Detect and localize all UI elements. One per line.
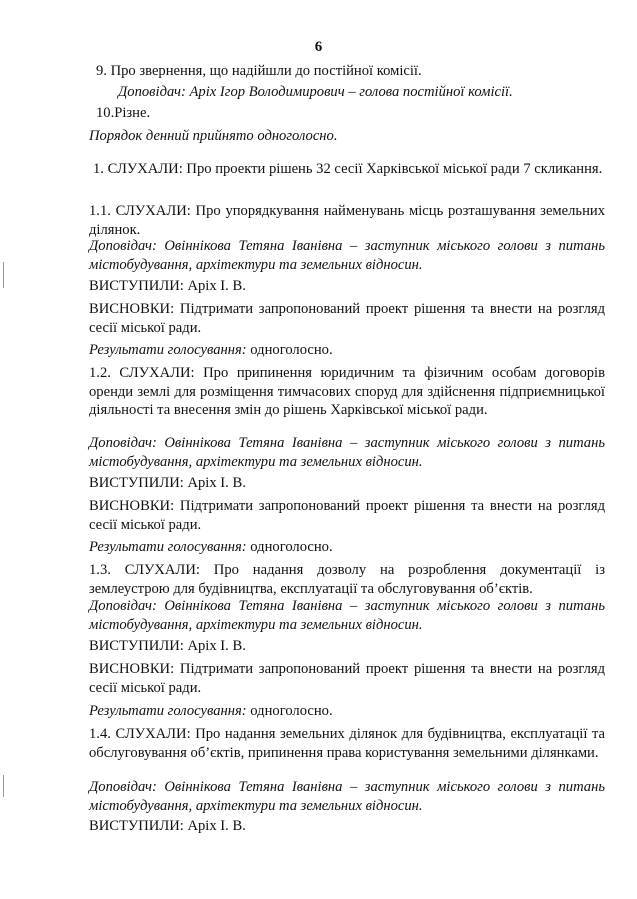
agenda-item-9-speaker: Доповідач: Аріх Ігор Володимирович – голова постійної комісії.	[118, 84, 513, 100]
vote-value: одноголосно.	[246, 342, 333, 358]
subsection-1-2-conclusions: ВИСНОВКИ: Підтримати запропонований проект рішення та внести на розгляд сесії міської ради.	[89, 498, 605, 533]
subsection-1-3-speaker: Доповідач: Овіннікова Тетяна Іванівна – заступник міського голови з питань містобудування, архітектури та земельних відносин.	[89, 598, 605, 633]
subsection-1-2-heard: 1.2. СЛУХАЛИ: Про припинення юридичним та фізичним особам договорів оренди землі для розміщення тимчасових споруд для здійснення підприємницької діяльності та внесення змін до рішень Харківської міської ради.	[89, 365, 605, 418]
subsection-1-2-vote	[89, 538, 605, 557]
subsection-1-3-conclusions: ВИСНОВКИ: Підтримати запропонований проект рішення та внести на розгляд сесії міської ради.	[89, 661, 605, 696]
subsection-1-1-vote	[89, 341, 605, 360]
subsection-1-4-spoke: ВИСТУПИЛИ: Аріх І. В.	[89, 818, 246, 834]
vote-label: Результати голосування:	[89, 703, 247, 719]
agenda-item-10: 10.Різне.	[96, 105, 151, 121]
subsection-1-2-spoke: ВИСТУПИЛИ: Аріх І. В.	[89, 475, 246, 491]
subsection-1-4-speaker: Доповідач: Овіннікова Тетяна Іванівна – заступник міського голови з питань містобудування, архітектури та земельних відносин.	[89, 779, 605, 814]
subsection-1-1-spoke: ВИСТУПИЛИ: Аріх І. В.	[89, 278, 246, 294]
subsection-1-1-speaker: Доповідач: Овіннікова Тетяна Іванівна – заступник міського голови з питань містобудування, архітектури та земельних відносин.	[89, 238, 605, 273]
page-number: 6	[314, 39, 323, 55]
subsection-1-3-vote	[89, 702, 605, 721]
subsection-1-2-speaker: Доповідач: Овіннікова Тетяна Іванівна – заступник міського голови з питань містобудування, архітектури та земельних відносин.	[89, 435, 605, 470]
vote-value: одноголосно.	[246, 539, 333, 555]
vote-label: Результати голосування:	[89, 539, 247, 555]
section-1-heading: 1. СЛУХАЛИ: Про проекти рішень 32 сесії Харківської міської ради 7 скликання.	[93, 161, 603, 177]
vote-value: одноголосно.	[246, 703, 333, 719]
subsection-1-4-heard: 1.4. СЛУХАЛИ: Про надання земельних ділянок для будівництва, експлуатації та обслуговування об’єктів, припинення права користування земельними ділянками.	[89, 726, 605, 761]
agenda-adopted-note: Порядок денний прийнято одноголосно.	[89, 128, 338, 144]
scan-artifact-mark	[3, 775, 4, 797]
vote-label: Результати голосування:	[89, 342, 247, 358]
scan-artifact-mark	[3, 262, 4, 288]
subsection-1-1-heard: 1.1. СЛУХАЛИ: Про упорядкування найменувань місць розташування земельних ділянок.	[89, 203, 605, 238]
subsection-1-3-spoke: ВИСТУПИЛИ: Аріх І. В.	[89, 638, 246, 654]
subsection-1-1-conclusions: ВИСНОВКИ: Підтримати запропонований проект рішення та внести на розгляд сесії міської ради.	[89, 301, 605, 336]
subsection-1-3-heard: 1.3. СЛУХАЛИ: Про надання дозволу на розроблення документації із землеустрою для будівництва, експлуатації та обслуговування об’єктів.	[89, 562, 605, 597]
agenda-item-9: 9. Про звернення, що надійшли до постійної комісії.	[96, 63, 422, 79]
